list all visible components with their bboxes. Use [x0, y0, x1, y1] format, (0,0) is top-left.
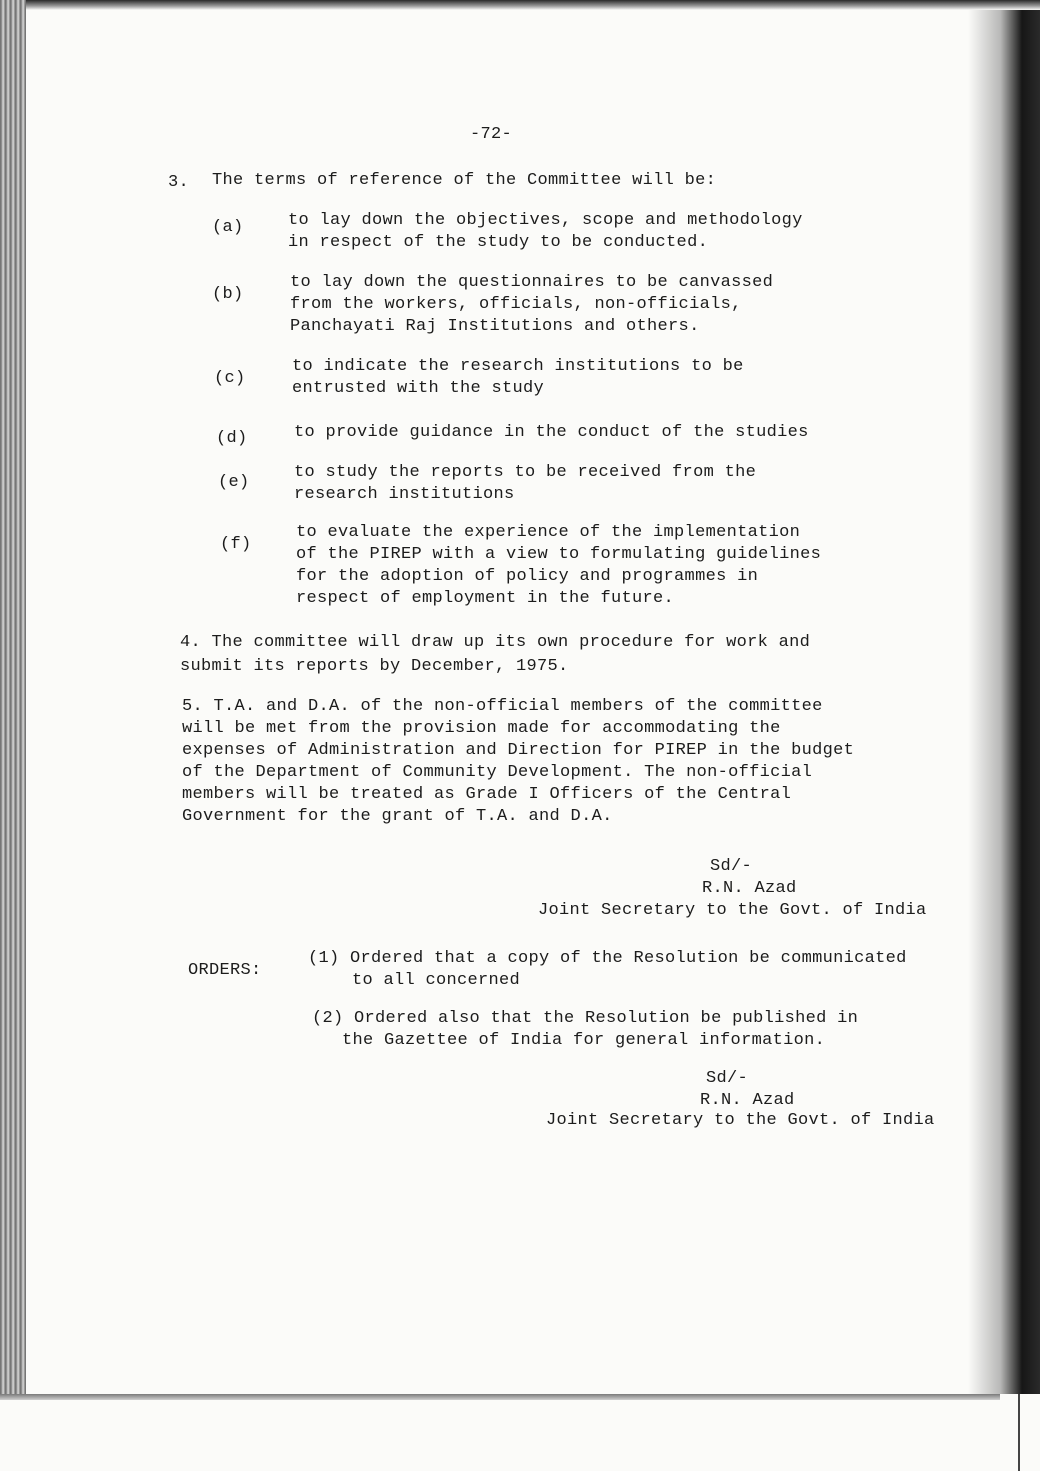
section-5-line-2: will be met from the provision made for accommodating the: [182, 719, 781, 738]
item-f-line-2: of the PIREP with a view to formulating guidelines: [296, 545, 822, 564]
item-f-line-4: respect of employment in the future.: [296, 589, 675, 608]
order-2-line-1: (2) Ordered also that the Resolution be published in: [312, 1009, 859, 1028]
item-b-line-3: Panchayati Raj Institutions and others.: [290, 317, 700, 336]
item-a-label: (a): [212, 218, 244, 237]
signature-1-title: Joint Secretary to the Govt. of India: [538, 901, 927, 920]
section-3-heading: The terms of reference of the Committee will be:: [212, 171, 717, 190]
item-e-line-1: to study the reports to be received from the: [294, 463, 757, 482]
section-5-line-4: of the Department of Community Development. The non-official: [182, 763, 813, 782]
signature-2-name: R.N. Azad: [700, 1091, 795, 1110]
item-c-label: (c): [214, 369, 246, 388]
right-gutter-shadow: [968, 10, 1040, 1394]
order-2-line-2: the Gazettee of India for general information.: [342, 1031, 826, 1050]
item-d-label: (d): [216, 429, 248, 448]
signature-1-name: R.N. Azad: [702, 879, 797, 898]
signature-2-sd: Sd/-: [706, 1069, 749, 1088]
bottom-page-edge: [0, 1394, 1000, 1400]
item-c-line-2: entrusted with the study: [292, 379, 545, 398]
section-4-line-2: submit its reports by December, 1975.: [180, 657, 569, 676]
orders-label: ORDERS:: [188, 961, 262, 980]
signature-1-sd: Sd/-: [710, 857, 753, 876]
item-c-line-1: to indicate the research institutions to be: [292, 357, 744, 376]
book-binding-edge: [0, 0, 26, 1400]
page-number: -72-: [470, 125, 513, 144]
item-f-label: (f): [220, 535, 252, 554]
item-f-line-3: for the adoption of policy and programmes in: [296, 567, 759, 586]
item-e-line-2: research institutions: [294, 485, 515, 504]
order-1-line-1: (1) Ordered that a copy of the Resolution be communicated: [308, 949, 907, 968]
item-b-label: (b): [212, 285, 244, 304]
item-a-line-2: in respect of the study to be conducted.: [288, 233, 709, 252]
item-d-line-1: to provide guidance in the conduct of the studies: [294, 423, 809, 442]
section-3-number: 3.: [168, 173, 190, 192]
section-5-line-3: expenses of Administration and Direction for PIREP in the budget: [182, 741, 855, 760]
signature-2-title: Joint Secretary to the Govt. of India: [546, 1111, 935, 1130]
section-5-line-1: 5. T.A. and D.A. of the non-official members of the committee: [182, 697, 823, 716]
item-e-label: (e): [218, 473, 250, 492]
section-4-line-1: 4. The committee will draw up its own procedure for work and: [180, 633, 811, 652]
right-edge-line: [1018, 1394, 1020, 1471]
item-b-line-2: from the workers, officials, non-officials,: [290, 295, 742, 314]
section-5-line-5: members will be treated as Grade I Officers of the Central: [182, 785, 792, 804]
item-a-line-1: to lay down the objectives, scope and methodology: [288, 211, 803, 230]
order-1-line-2: to all concerned: [352, 971, 521, 990]
item-f-line-1: to evaluate the experience of the implementation: [296, 523, 801, 542]
section-5-line-6: Government for the grant of T.A. and D.A.: [182, 807, 613, 826]
top-page-edge: [26, 0, 1040, 10]
item-b-line-1: to lay down the questionnaires to be canvassed: [290, 273, 774, 292]
